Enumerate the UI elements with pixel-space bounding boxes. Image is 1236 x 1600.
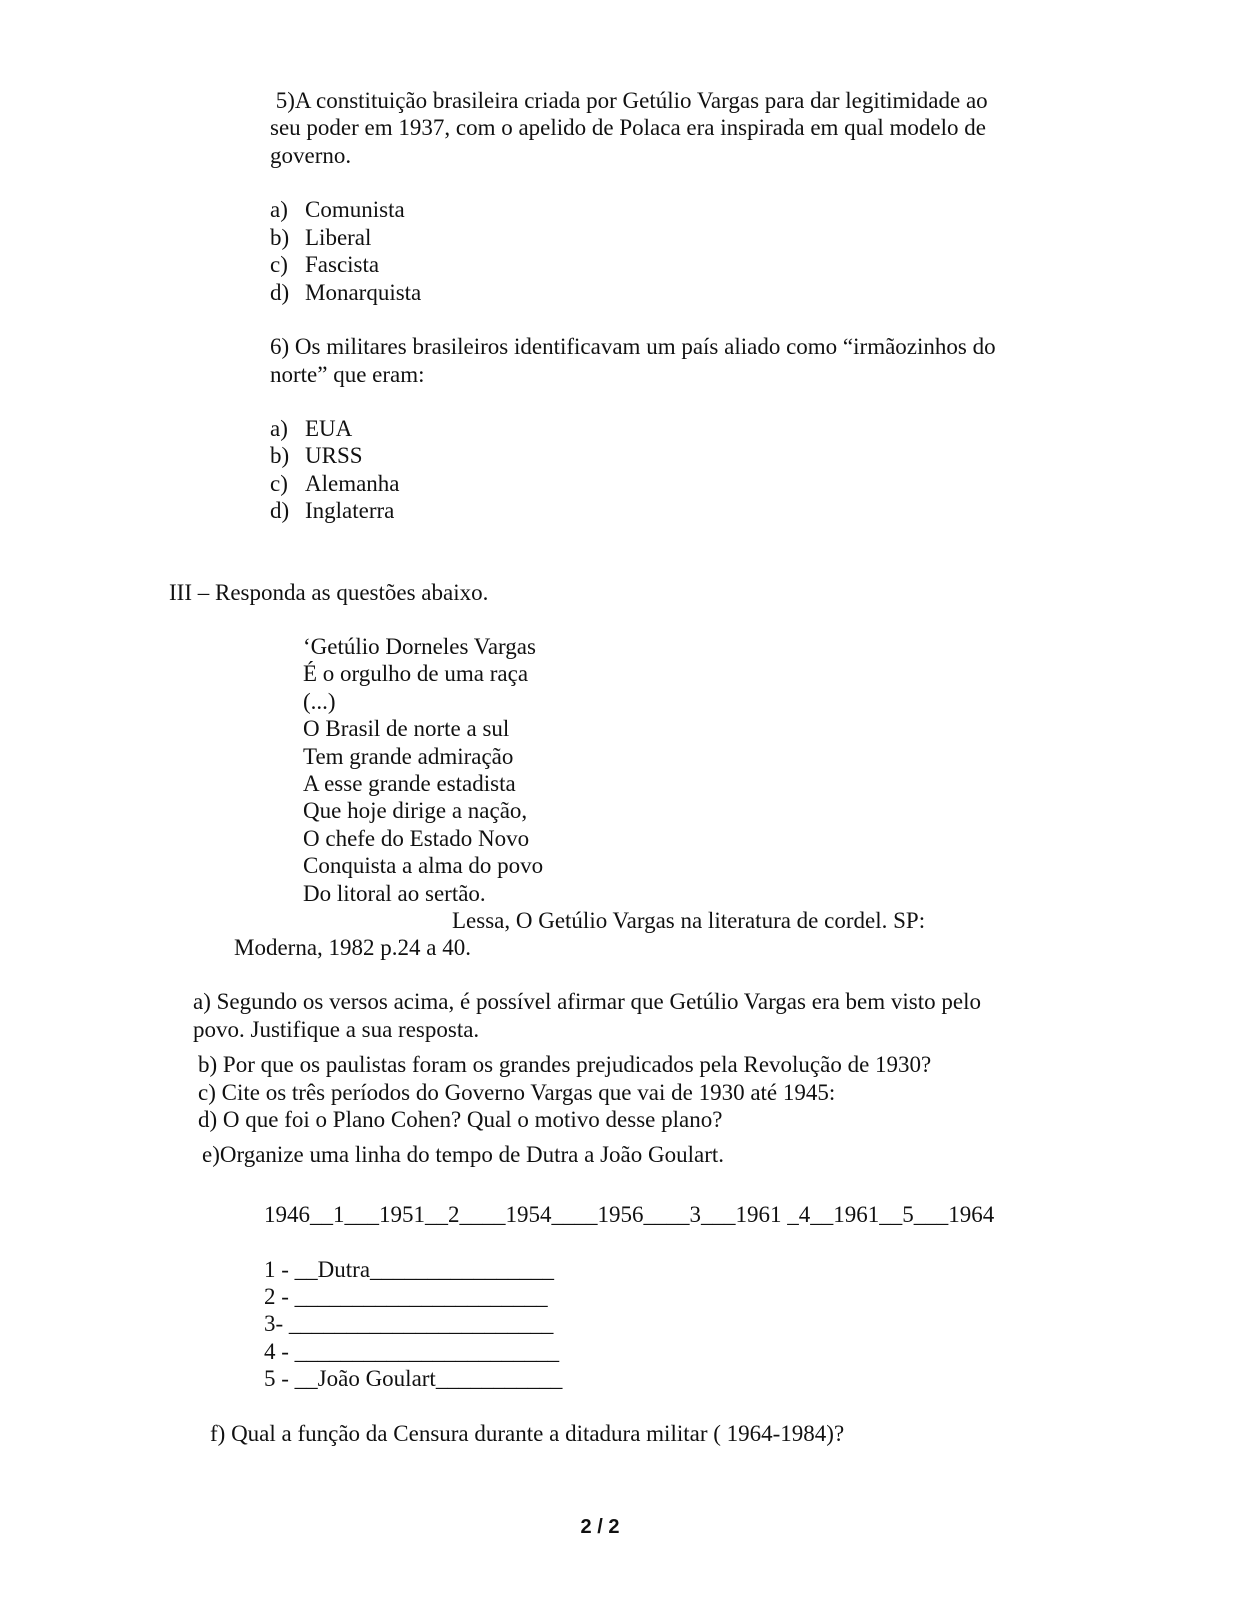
citation-line-1: Lessa, O Getúlio Vargas na literatura de cordel. SP: <box>452 908 926 933</box>
question-a-line-1: a) Segundo os versos acima, é possível afirmar que Getúlio Vargas era bem visto pelo <box>193 989 981 1014</box>
q5-line-1: 5)A constituição brasileira criada por Getúlio Vargas para dar legitimidade ao <box>270 88 988 113</box>
q6-option-d: d) Inglaterra <box>270 498 395 523</box>
question-e: e)Organize uma linha do tempo de Dutra a João Goulart. <box>202 1142 725 1167</box>
poem-line: ‘Getúlio Dorneles Vargas <box>303 634 536 659</box>
question-f: f) Qual a função da Censura durante a ditadura militar ( 1964-1984)? <box>210 1421 845 1446</box>
poem-line: O chefe do Estado Novo <box>303 825 530 851</box>
q5-option-d: d) Monarquista <box>270 280 422 305</box>
poem-line: Do litoral ao sertão. <box>303 880 486 906</box>
question-a-line-2: povo. Justifique a sua resposta. <box>193 1017 480 1042</box>
page-number: 2 / 2 <box>580 1516 620 1538</box>
poem-line: Tem grande admiração <box>303 743 514 769</box>
q5-option-b: b) Liberal <box>270 225 372 250</box>
poem-line: Que hoje dirige a nação, <box>303 798 528 824</box>
blank-line-4: 4 - _______________________ <box>264 1339 560 1364</box>
timeline: 1946__1___1951__2____1954____1956____3___1961 _4__1961__5___1964 <box>264 1202 995 1227</box>
q5-line-2: seu poder em 1937, com o apelido de Polaca era inspirada em qual modelo de <box>270 115 986 140</box>
q6-option-b: b) URSS <box>270 443 363 468</box>
q6-line-2: norte” que eram: <box>270 362 425 387</box>
question-c: c) Cite os três períodos do Governo Vargas que vai de 1930 até 1945: <box>198 1080 836 1105</box>
q5-option-a: a) Comunista <box>270 197 405 222</box>
q5-option-c: c) Fascista <box>270 252 380 277</box>
poem-line: O Brasil de norte a sul <box>303 716 510 742</box>
q6-line-1: 6) Os militares brasileiros identificavam um país aliado como “irmãozinhos do <box>270 334 996 359</box>
section-heading: III – Responda as questões abaixo. <box>169 580 489 605</box>
question-d: d) O que foi o Plano Cohen? Qual o motivo desse plano? <box>198 1107 723 1132</box>
q6-option-c: c) Alemanha <box>270 471 400 496</box>
question-b: b) Por que os paulistas foram os grandes prejudicados pela Revolução de 1930? <box>198 1052 932 1077</box>
poem <box>303 633 543 907</box>
blank-line-1: 1 - __Dutra________________ <box>264 1257 555 1282</box>
q6-option-a: a) EUA <box>270 416 353 441</box>
poem-line: A esse grande estadista <box>303 771 516 797</box>
q5-line-3: governo. <box>270 143 352 168</box>
blank-line-5: 5 - __João Goulart___________ <box>264 1366 563 1391</box>
poem-line: (...) <box>303 688 336 714</box>
blank-line-2: 2 - ______________________ <box>264 1284 548 1309</box>
poem-line: Conquista a alma do povo <box>303 853 544 879</box>
poem-line: É o orgulho de uma raça <box>303 661 529 687</box>
citation-line-2: Moderna, 1982 p.24 a 40. <box>234 935 471 960</box>
blank-line-3: 3- _______________________ <box>264 1311 554 1336</box>
